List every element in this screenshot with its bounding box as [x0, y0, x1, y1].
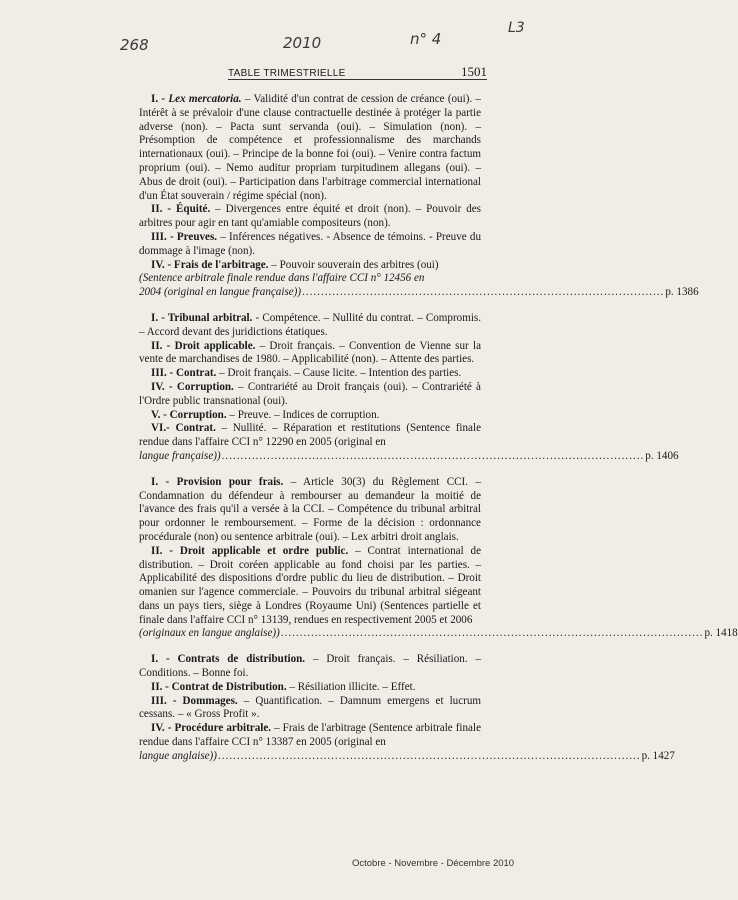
award-page: p. 1427	[641, 749, 675, 762]
award-reference: (Sentence arbitrale finale rendue dans l'affaire CCI n° 12456 en	[139, 272, 425, 285]
entry: IV. - Frais de l'arbitrage. – Pouvoir souverain des arbitres (oui)	[151, 258, 439, 271]
entry-text: – Contrat international de distribution. – Droit coréen applicable au fond choisi par les parties. – Applicabilité des dispositions d'ordre public du lieu de distribution. – Droit omanien sur l'agence commerciale. – Pouvoirs du tribunal arbitral siégeant dans un pays tiers, siège à Londres (Royaume Uni) (Sentences partielle et finale dans l'affaire CCI n° 13139, rendues en respectivement 2005 et 2006	[139, 544, 482, 626]
entry: II. - Droit applicable et ordre public. – Contrat international de distribution. – Droit coréen applicable au fond choisi par les parties. – Applicabilité des dispositions d'ordre public du lieu de distribution. – Droit omanien sur l'agence commerciale. – Pouvoirs du tribunal arbitral siégeant dans un pays tiers, siège à Londres (Royaume Uni) (Sentences partielle et finale dans l'affaire CCI n° 13139, rendues en respectivement 2005 et 2006	[139, 544, 482, 626]
award-reference: langue anglaise))	[139, 749, 217, 762]
footer-issue-date: Octobre - Novembre - Décembre 2010	[352, 858, 515, 869]
entry-keyword: Droit applicable.	[174, 339, 256, 352]
award-reference: 2004 (original en langue française))	[139, 286, 302, 299]
entry-text: – Droit français. – Cause licite. – Intention des parties.	[216, 367, 462, 380]
entry-keyword: Contrat.	[175, 422, 216, 435]
award-reference: (originaux en langue anglaise))	[139, 627, 280, 640]
entry: I. - Lex mercatoria. – Validité d'un contrat de cession de créance (oui). – Intérêt à se prévaloir d'une clause contractuelle destinée à protéger la partie adverse (non). – Pacta sunt servanda (oui). – Simulation (non). – Présomption de compétence et professionnalisme des marchands internationaux (oui). – Principe de la bonne foi (oui). – Venire contra factum proprium (oui). – Nemo auditur propriam turpitudinem allegans (oui). – Abus de droit (oui). – Participation dans l'arbitrage commercial international d'un État souverain / régime spécial (non).	[139, 93, 481, 202]
table-of-contents	[139, 93, 738, 776]
leader-dots: ................................................................................................................	[217, 749, 641, 762]
entry-keyword: Frais de l'arbitrage.	[173, 258, 269, 271]
entry-keyword: Provision pour frais.	[176, 475, 284, 488]
entry-text: – Quantification. – Damnum emergens et lucrum cessans. – « Gross Profit ».	[139, 694, 481, 721]
leader-dots: ................................................................................................	[302, 286, 665, 299]
leader-dots: ................................................................................................................	[221, 449, 645, 462]
entry: II. - Contrat de Distribution. – Résiliation illicite. – Effet.	[151, 680, 416, 693]
entry-keyword: Procédure arbitrale.	[174, 722, 272, 735]
award-section	[139, 311, 679, 464]
entry-text: – Contrariété au Droit français (oui). – Contrariété à l'Ordre public transnational (oui).	[139, 380, 481, 407]
award-reference-line	[139, 627, 738, 641]
entry: VI.- Contrat. – Nullité. – Réparation et restitutions (Sentence finale rendue dans l'affaire CCI n° 12290 en 2005 (original en	[139, 422, 481, 449]
entry: II. - Droit applicable. – Droit français. – Convention de Vienne sur la vente de marchandises de 1980. – Applicabilité (non). – Attente des parties.	[139, 339, 481, 366]
entry-text: – Résiliation illicite. – Effet.	[286, 680, 416, 693]
entry-text: - Compétence. – Nullité du contrat. – Compromis. – Accord devant des juridictions étatiques.	[139, 311, 482, 338]
page-number: 1501	[461, 64, 487, 79]
handwritten-issue: n° 4	[410, 30, 442, 48]
entry: III. - Dommages. – Quantification. – Damnum emergens et lucrum cessans. – « Gross Profit ».	[139, 694, 481, 721]
entry-text: – Divergences entre équité et droit (non). – Pouvoir des arbitres pour agir en tant qu'amiable compositeurs (non).	[139, 203, 481, 230]
entry-keyword: Preuves.	[176, 230, 218, 243]
entry-text: – Preuve. – Indices de corruption.	[226, 408, 380, 421]
leader-dots: ................................................................................................................	[280, 627, 704, 640]
entry: V. - Corruption. – Preuve. – Indices de corruption.	[151, 408, 380, 421]
entry-keyword: Droit applicable et ordre public.	[179, 544, 349, 557]
award-reference-line	[139, 286, 699, 300]
entry: IV. - Corruption. – Contrariété au Droit français (oui). – Contrariété à l'Ordre public transnational (oui).	[139, 380, 481, 407]
handwritten-number: 268	[120, 36, 149, 54]
entry-keyword: Corruption.	[169, 408, 227, 421]
entry-text: – Validité d'un contrat de cession de créance (oui). – Intérêt à se prévaloir d'une clause contractuelle destinée à protéger la partie adverse (non). – Pacta sunt servanda (oui). – Simulation (non). – Présomption de compétence et professionnalisme des marchands internationaux (oui). – Principe de la bonne foi (oui). – Venire contra factum proprium (oui). – Nemo auditur propriam turpitudinem allegans (oui). – Abus de droit (oui). – Participation dans l'arbitrage commercial international d'un État souverain / régime spécial (non).	[139, 93, 481, 202]
award-section	[139, 475, 738, 642]
award-page: p. 1418	[704, 627, 738, 640]
award-reference-line	[139, 749, 675, 764]
entry-text: – Droit français. – Convention de Vienne sur la vente de marchandises de 1980. – Applicabilité (non). – Attente des parties.	[139, 339, 481, 366]
handwritten-code: L3	[508, 20, 525, 36]
entry-keyword: Contrats de distribution.	[177, 653, 306, 666]
award-section	[139, 653, 675, 763]
entry: III. - Preuves. – Inférences négatives. - Absence de témoins. - Preuve du dommage à l'image (non).	[139, 230, 481, 257]
entry-keyword: Lex mercatoria.	[168, 93, 242, 105]
handwritten-year: 2010	[283, 34, 322, 52]
running-header	[228, 64, 487, 80]
entry-keyword: Contrat de Distribution.	[171, 680, 287, 693]
entry-text: – Article 30(3) du Règlement CCI. – Condamnation du défendeur à rembourser au demandeur la moitié de l'avance des frais qu'il a versée à la CCI. – Compétence du tribunal arbitral pour ordonner le remboursement. – Forme de la décision : ordonnance procédurale (non) ou sentence arbitrale (oui). – Lex arbitri droit anglais.	[139, 475, 481, 543]
award-reference-line	[139, 449, 679, 464]
entry: I. - Contrats de distribution. – Droit français. – Résiliation. – Conditions. – Bonne foi.	[139, 653, 482, 680]
award-reference: langue française))	[139, 449, 221, 462]
entry: I. - Tribunal arbitral. - Compétence. – Nullité du contrat. – Compromis. – Accord devant des juridictions étatiques.	[139, 311, 482, 338]
award-section	[139, 93, 699, 300]
header-rule	[228, 79, 487, 80]
entry: III. - Contrat. – Droit français. – Cause licite. – Intention des parties.	[151, 367, 462, 380]
entry-keyword: Contrat.	[175, 367, 217, 380]
entry: IV. - Procédure arbitrale. – Frais de l'arbitrage (Sentence arbitrale finale rendue dans l'affaire CCI n° 13387 en 2005 (original en	[139, 722, 481, 749]
header-title: TABLE TRIMESTRIELLE	[228, 68, 346, 79]
award-page: p. 1386	[665, 286, 699, 299]
entry-keyword: Corruption.	[176, 380, 234, 393]
entry-keyword: Équité.	[176, 203, 211, 216]
entry-keyword: Dommages.	[182, 694, 238, 707]
entry: I. - Provision pour frais. – Article 30(3) du Règlement CCI. – Condamnation du défendeur à rembourser au demandeur la moitié de l'avance des frais qu'il a versée à la CCI. – Compétence du tribunal arbitral pour ordonner le remboursement. – Forme de la décision : ordonnance procédurale (non) ou sentence arbitrale (oui). – Lex arbitri droit anglais.	[139, 475, 481, 543]
entry: II. - Équité. – Divergences entre équité et droit (non). – Pouvoir des arbitres pour agir en tant qu'amiable compositeurs (non).	[139, 203, 481, 230]
entry-text: – Droit français. – Résiliation. – Conditions. – Bonne foi.	[139, 653, 482, 680]
entry-text: – Nullité. – Réparation et restitutions (Sentence finale rendue dans l'affaire CCI n° 12290 en 2005 (original en	[139, 422, 481, 449]
entry-text: – Pouvoir souverain des arbitres (oui)	[268, 258, 439, 271]
entry-keyword: Tribunal arbitral.	[167, 311, 253, 324]
entry-text: – Frais de l'arbitrage (Sentence arbitrale finale rendue dans l'affaire CCI n° 13387 en 2005 (original en	[139, 722, 481, 749]
award-page: p. 1406	[645, 449, 679, 462]
entry-text: – Inférences négatives. - Absence de témoins. - Preuve du dommage à l'image (non).	[139, 230, 481, 257]
